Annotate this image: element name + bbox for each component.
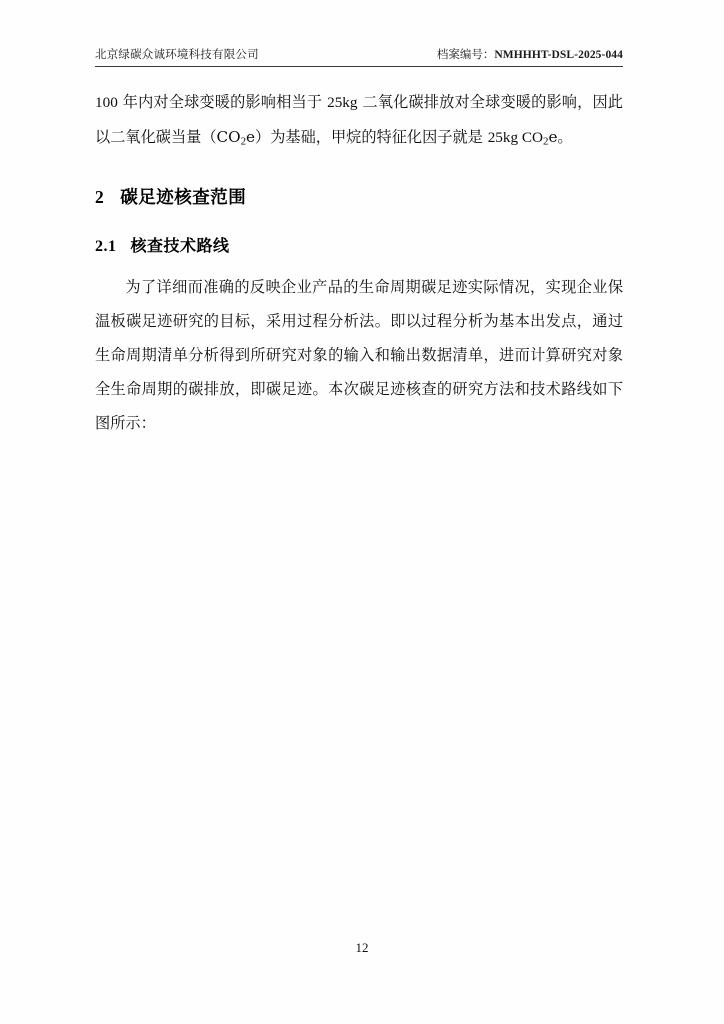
heading-section-2 xyxy=(95,184,623,209)
heading-section-2-1-number: 2.1 xyxy=(95,238,117,256)
header-document-number-label: 档案编号： xyxy=(436,47,495,61)
page-footer xyxy=(0,940,724,956)
value-100: 100 xyxy=(95,94,118,111)
heading-section-2-title: 碳足迹核查范围 xyxy=(120,188,247,209)
paragraph-technical-route: 为了详细而准确的反映企业产品的生命周期碳足迹实际情况，实现企业保温板碳足迹研究的目标，采用过程分析法。即以过程分析为基本出发点，通过生命周期清单分析得到所研究对象的输入和输出数据清单，进而计算研究对象全生命周期的碳排放，即碳足迹。本次碳足迹核查的研究方法和技术路线如下图所示： xyxy=(95,278,623,433)
paragraph-text-3: e）为基础，甲烷的特征化因子就是 xyxy=(246,128,488,146)
heading-section-2-1-title: 核查技术路线 xyxy=(130,236,230,256)
page-number: 12 xyxy=(355,940,369,955)
page-header xyxy=(95,40,623,67)
paragraph-continuation xyxy=(95,85,623,158)
header-document-number xyxy=(437,46,623,62)
paragraph-text-4: e。 xyxy=(548,128,573,146)
co2e-subscript-2: 2 xyxy=(542,135,549,148)
paragraph-text-1: 年内对全球变暖的影响相当于 xyxy=(117,93,328,111)
value-25kg: 25kg xyxy=(327,94,358,111)
header-document-number-value: NMHHHT-DSL-2025-044 xyxy=(494,49,623,61)
page-content xyxy=(95,40,623,440)
heading-section-2-1 xyxy=(95,233,623,256)
header-company-name: 北京绿碳众诚环境科技有限公司 xyxy=(95,47,259,61)
heading-section-2-number: 2 xyxy=(95,187,105,208)
paragraph-text-2: 二氧化碳排放对全球变暖的影响，因此以二氧化碳当量（CO xyxy=(95,93,623,146)
value-25kg-co2e: 25kg CO xyxy=(487,129,543,146)
co2e-subscript-1: 2 xyxy=(240,135,247,148)
